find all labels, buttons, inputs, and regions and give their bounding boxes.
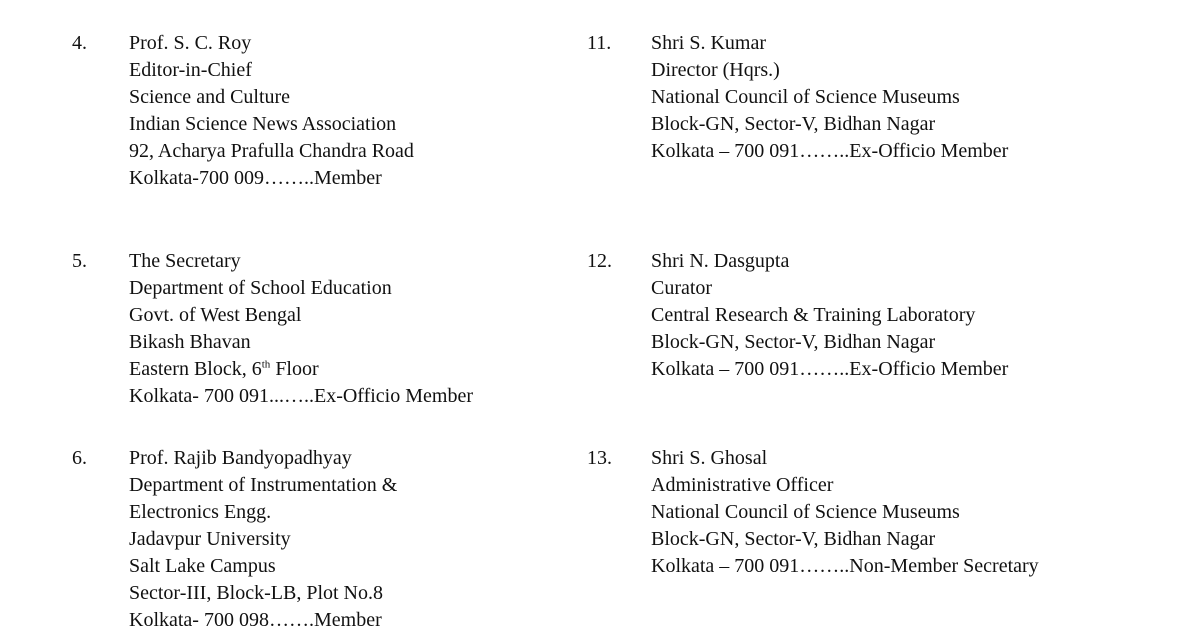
address-line: Block-GN, Sector-V, Bidhan Nagar <box>651 331 936 353</box>
member-name: Prof. S. C. Roy <box>129 32 252 54</box>
entry-address <box>129 30 414 192</box>
address-line: Sector-III, Block-LB, Plot No.8 <box>129 582 384 604</box>
address-line: Govt. of West Bengal <box>129 304 302 326</box>
address-line-floor <box>129 356 473 383</box>
address-line: 92, Acharya Prafulla Chandra Road <box>129 140 414 162</box>
address-line-role: Kolkata-700 009……..Member <box>129 167 382 189</box>
address-line: Central Research & Training Laboratory <box>651 304 976 326</box>
address-line: Jadavpur University <box>129 528 291 550</box>
entry-number: 5. <box>72 250 87 272</box>
member-name: Prof. Rajib Bandyopadhyay <box>129 447 352 469</box>
entry-address <box>129 445 397 634</box>
address-line: Department of Instrumentation & <box>129 474 398 496</box>
floor-text: Eastern Block, 6 <box>129 358 262 380</box>
address-line: Department of School Education <box>129 277 392 299</box>
address-line-role: Kolkata – 700 091……..Non-Member Secretary <box>651 555 1039 577</box>
address-line: Indian Science News Association <box>129 113 397 135</box>
member-designation: Director (Hqrs.) <box>651 59 780 81</box>
member-name: Shri S. Ghosal <box>651 447 768 469</box>
member-name: Shri N. Dasgupta <box>651 250 790 272</box>
entry-number: 11. <box>587 32 612 54</box>
entry-number: 13. <box>587 447 612 469</box>
ordinal-suffix: th <box>261 358 271 371</box>
address-line-role: Kolkata- 700 098…….Member <box>129 609 382 631</box>
entry-number: 6. <box>72 447 87 469</box>
address-line: Block-GN, Sector-V, Bidhan Nagar <box>651 528 936 550</box>
entry-address <box>651 30 1008 165</box>
member-designation: Curator <box>651 277 713 299</box>
address-line: Electronics Engg. <box>129 501 272 523</box>
address-line: National Council of Science Museums <box>651 501 960 523</box>
address-line-role: Kolkata – 700 091……..Ex-Officio Member <box>651 358 1009 380</box>
address-line-role: Kolkata – 700 091……..Ex-Officio Member <box>651 140 1009 162</box>
address-line: Salt Lake Campus <box>129 555 276 577</box>
address-line: Bikash Bhavan <box>129 331 251 353</box>
floor-text: Floor <box>270 358 319 380</box>
entry-address <box>651 445 1039 580</box>
address-line: Block-GN, Sector-V, Bidhan Nagar <box>651 113 936 135</box>
address-line-role: Kolkata- 700 091...…..Ex-Officio Member <box>129 385 473 407</box>
member-name: The Secretary <box>129 250 241 272</box>
member-designation: Editor-in-Chief <box>129 59 252 81</box>
entry-address <box>129 248 473 410</box>
entry-number: 4. <box>72 32 87 54</box>
entry-address <box>651 248 1008 383</box>
address-line: Science and Culture <box>129 86 291 108</box>
member-designation: Administrative Officer <box>651 474 834 496</box>
address-line: National Council of Science Museums <box>651 86 960 108</box>
member-name: Shri S. Kumar <box>651 32 766 54</box>
entry-number: 12. <box>587 250 612 272</box>
